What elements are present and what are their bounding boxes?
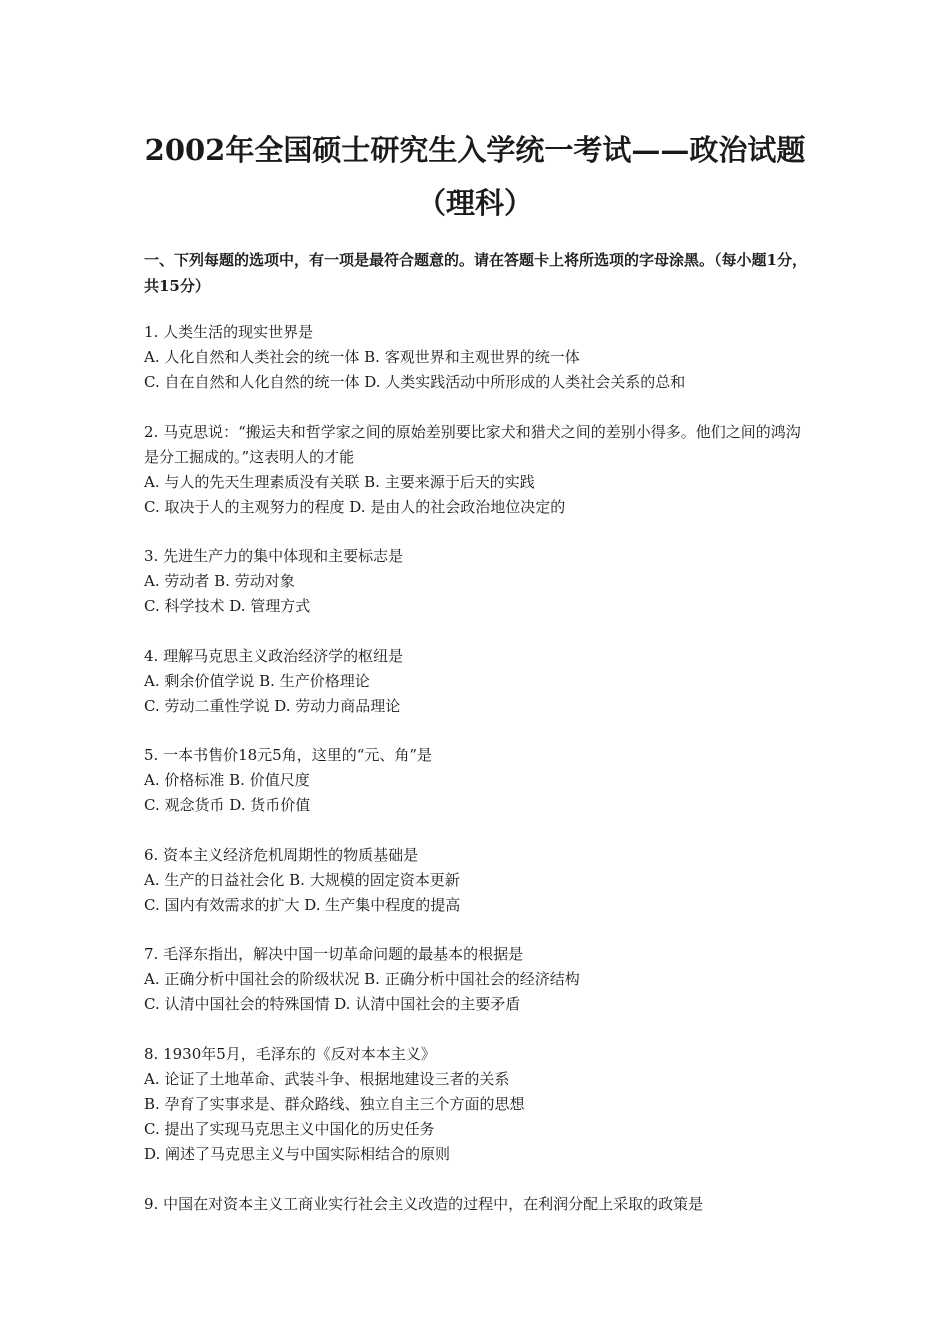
question-stem: 8. 1930年5月，毛泽东的《反对本本主义》: [144, 1045, 436, 1063]
question-option: C. 提出了实现马克思主义中国化的历史任务: [144, 1120, 435, 1138]
question-option: C. 科学技术 D. 管理方式: [144, 597, 311, 615]
question-option: A. 正确分析中国社会的阶级状况 B. 正确分析中国社会的经济结构: [144, 970, 580, 988]
question-4: [144, 644, 814, 719]
question-stem: 9. 中国在对资本主义工商业实行社会主义改造的过程中，在利润分配上采取的政策是: [144, 1195, 704, 1213]
question-2: [144, 420, 814, 520]
question-stem: 5. 一本书售价18元5角，这里的“元、角”是: [144, 746, 433, 764]
question-9: [144, 1192, 814, 1217]
question-option: A. 剩余价值学说 B. 生产价格理论: [144, 672, 370, 690]
question-7: [144, 942, 814, 1017]
question-option: C. 取决于人的主观努力的程度 D. 是由人的社会政治地位决定的: [144, 498, 566, 516]
question-option: C. 国内有效需求的扩大 D. 生产集中程度的提高: [144, 896, 461, 914]
question-option: A. 价格标准 B. 价值尺度: [144, 771, 310, 789]
question-3: [144, 544, 814, 619]
question-option: A. 人化自然和人类社会的统一体 B. 客观世界和主观世界的统一体: [144, 348, 580, 366]
question-6: [144, 843, 814, 918]
question-option: A. 与人的先天生理素质没有关联 B. 主要来源于后天的实践: [144, 473, 535, 491]
question-stem: 7. 毛泽东指出，解决中国一切革命问题的最基本的根据是: [144, 945, 524, 963]
question-stem: 3. 先进生产力的集中体现和主要标志是: [144, 547, 404, 565]
question-stem: 1. 人类生活的现实世界是: [144, 323, 314, 341]
question-stem: 2. 马克思说：“搬运夫和哲学家之间的原始差别要比家犬和猎犬之间的差别小得多。他们之间的鸿沟是分工掘成的。”这表明人的才能: [144, 423, 801, 466]
page-subtitle: （理科）: [416, 186, 533, 220]
question-option: A. 生产的日益社会化 B. 大规模的固定资本更新: [144, 871, 460, 889]
page-title: 2002年全国硕士研究生入学统一考试——政治试题: [144, 133, 806, 167]
question-option: A. 劳动者 B. 劳动对象: [144, 572, 295, 590]
question-option: B. 孕育了实事求是、群众路线、独立自主三个方面的思想: [144, 1095, 525, 1113]
question-option: D. 阐述了马克思主义与中国实际相结合的原则: [144, 1145, 451, 1163]
question-5: [144, 743, 814, 818]
question-option: C. 观念货币 D. 货币价值: [144, 796, 311, 814]
question-option: C. 自在自然和人化自然的统一体 D. 人类实践活动中所形成的人类社会关系的总和: [144, 373, 686, 391]
question-1: [144, 320, 814, 395]
question-stem: 6. 资本主义经济危机周期性的物质基础是: [144, 846, 419, 864]
question-option: C. 劳动二重性学说 D. 劳动力商品理论: [144, 697, 401, 715]
section-instruction: 一、下列每题的选项中，有一项是最符合题意的。请在答题卡上将所选项的字母涂黑。（每小题1分，共15分）: [144, 251, 807, 295]
question-8: [144, 1042, 814, 1167]
question-option: A. 论证了土地革命、武装斗争、根据地建设三者的关系: [144, 1070, 510, 1088]
question-option: C. 认清中国社会的特殊国情 D. 认清中国社会的主要矛盾: [144, 995, 521, 1013]
question-stem: 4. 理解马克思主义政治经济学的枢纽是: [144, 647, 404, 665]
